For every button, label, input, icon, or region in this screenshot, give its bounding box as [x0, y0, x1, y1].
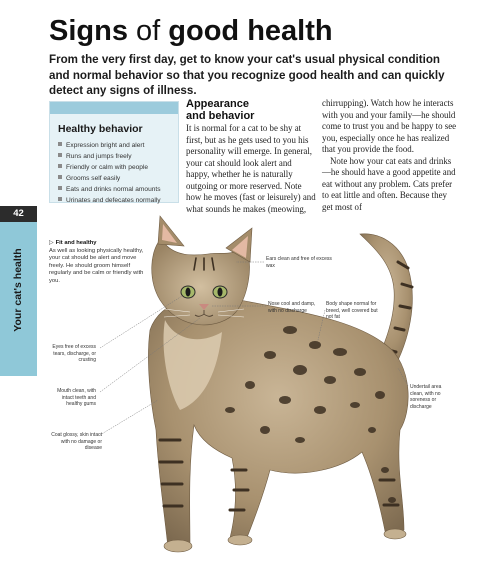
title-word-of: of: [127, 15, 169, 47]
list-item: Eats and drinks normal amounts: [58, 184, 178, 195]
cat-paw: [228, 535, 252, 545]
section-label: Your cat's health: [12, 248, 24, 332]
annotation-eyes: Eyes free of excess tears, discharge, or crusting: [52, 344, 96, 363]
annotation-coat: Coat glossy, skin intact with no damage or disease: [51, 432, 102, 451]
box-title: Healthy behavior: [58, 123, 143, 135]
body-paragraph: chirrupping). Watch how he interacts with you and your family—he should come to trust you and be happy to see you, especially once he has realized that you provide the food.: [322, 98, 457, 154]
caption-body: As well as looking physically healthy, your cat should be alert and move freely. He should groom himself regularly and be calm or friendly with you.: [49, 247, 144, 284]
title-word-signs: Signs: [49, 15, 128, 47]
annotation-tail: Undertail area clean, with no soreness or discharge: [410, 384, 442, 410]
list-item: Grooms self easily: [58, 173, 178, 184]
list-item: Runs and jumps freely: [58, 151, 178, 162]
intro-paragraph: From the very first day, get to know your cat's usual physical condition and normal behavior so that you recognize good health and can quickly detect any signs of illness.: [49, 53, 445, 97]
triangle-pointer-icon: ▷: [49, 240, 54, 246]
title-words-good-health: good health: [168, 15, 333, 47]
list-item: Friendly or calm with people: [58, 162, 178, 173]
cat-paw: [164, 540, 192, 552]
annotation-mouth: Mouth clean, with intact teeth and healthy gums: [57, 388, 96, 407]
caption-heading: Fit and healthy: [55, 240, 97, 246]
list-item: Expression bright and alert: [58, 140, 178, 151]
body-paragraph: Note how your cat eats and drinks—he should have a good appetite and eat without any problem. Cats prefer to eat little and often. Because they get most of: [322, 155, 456, 212]
list-item: Urinates and defecates normally: [58, 195, 178, 206]
section-heading: Appearance and behavior: [186, 98, 255, 122]
annotation-body: Body shape normal for breed, well covered but not fat: [326, 301, 378, 320]
fit-and-healthy-caption: [49, 240, 149, 285]
body-paragraph: It is normal for a cat to be shy at first, but as he gets used to you his personality will emerge. In general, your cat should look alert and happy, whether he is naturally outgoing or more reserved. Note how he moves (fast or leisurely) and what sounds he makes (meowing,: [186, 123, 316, 214]
cat-body: [148, 296, 408, 548]
cat-paw: [384, 529, 406, 539]
page-number: 42: [0, 206, 37, 222]
annotation-nose: Nose cool and damp, with no discharge: [268, 301, 316, 314]
annotation-ears: Ears clean and free of excess wax: [266, 256, 332, 269]
